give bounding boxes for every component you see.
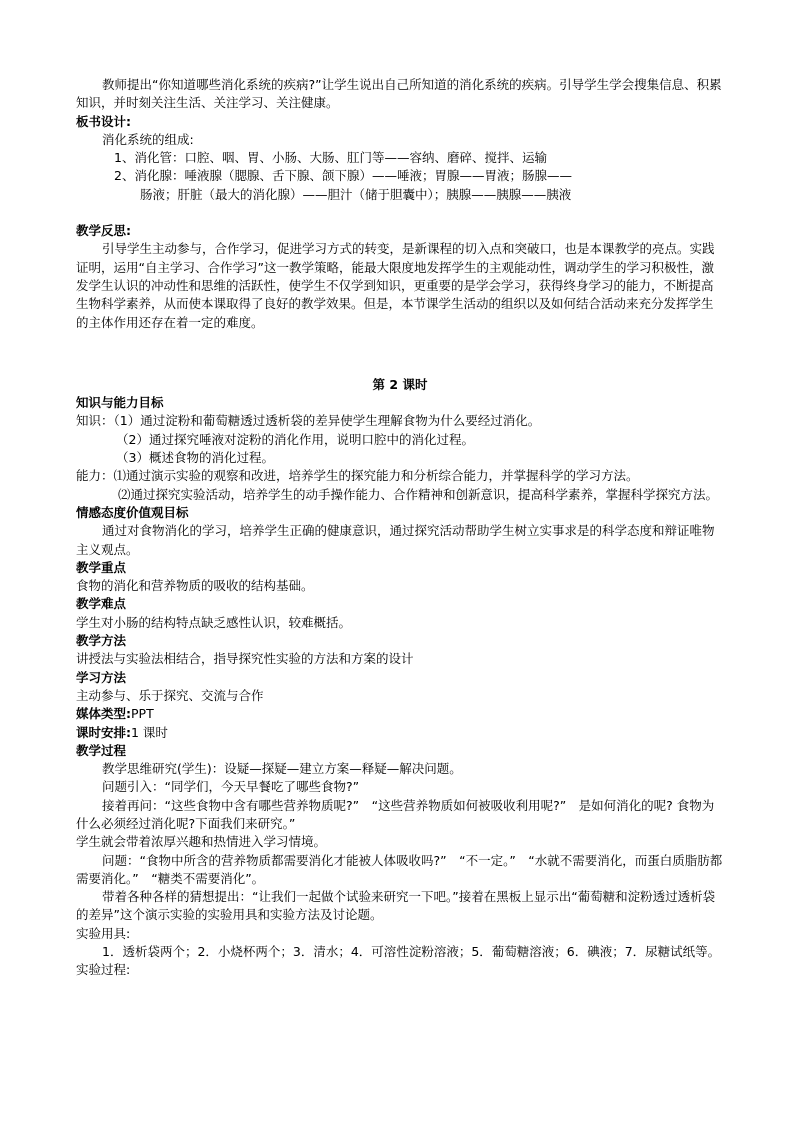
- process-line-5: 问题：“食物中所含的营养物质都需要消化才能被人体吸收吗?” “不一定。” “水就不需要消化，而蛋白质脂肪都需要消化。” “糖类不需要消化”。: [76, 852, 723, 886]
- teaching-method-text: 讲授法与实验法相结合，指导探究性实验的方法和方案的设计: [76, 651, 414, 667]
- ability-goal-1: 能力：⑴通过演示实验的观察和改进，培养学生的探究能力和分析综合能力，并掌握科学的学习方法。: [76, 468, 639, 484]
- process-heading: 教学过程: [76, 742, 127, 758]
- schedule-label: 课时安排:: [76, 724, 131, 740]
- document-page: [76, 76, 724, 980]
- emotion-heading: 情感态度价值观目标: [76, 504, 189, 520]
- media-line: [76, 705, 724, 723]
- difficulty-heading: 教学难点: [76, 596, 127, 612]
- lesson-title: 第 2 课时: [372, 376, 428, 392]
- study-method-text: 主动参与、乐于探究、交流与合作: [76, 687, 264, 703]
- process-line-2: 问题引入：“同学们，今天早餐吃了哪些食物?”: [102, 779, 360, 795]
- knowledge-goal-3: （3）概述食物的消化过程。: [116, 450, 274, 466]
- knowledge-goal-2: （2）通过探究唾液对淀粉的消化作用，说明口腔中的消化过程。: [116, 431, 474, 447]
- ability-goal-2: ⑵通过探究实验活动，培养学生的动手操作能力、合作精神和创新意识，提高科学素养，掌握科学探究方法。: [118, 486, 719, 502]
- process-line-3: 接着再问：“这些食物中含有哪些营养物质呢?” “这些营养物质如何被吸收利用呢?” 是如何消化的呢? 食物为什么必须经过消化呢?下面我们来研究。”: [76, 797, 715, 831]
- key-points-text: 食物的消化和营养物质的吸收的结构基础。: [76, 578, 314, 594]
- board-item-digestive-glands-cont: 肠液；肝脏（最大的消化腺）——胆汁（储于胆囊中）；胰腺——胰腺——胰液: [140, 186, 572, 202]
- reflection-heading: 教学反思:: [76, 223, 131, 239]
- board-item-digestive-tract: 1、消化管：口腔、咽、胃、小肠、大肠、肛门等——容纳、磨碎、搅拌、运输: [114, 150, 547, 166]
- board-item-digestive-glands: 2、消化腺：唾液腺（腮腺、舌下腺、颌下腺）——唾液；胃腺——胃液；肠腺——: [114, 168, 572, 184]
- key-points-heading: 教学重点: [76, 559, 127, 575]
- knowledge-goal-1: 知识：（1）通过淀粉和葡萄糖透过透析袋的差异使学生理解食物为什么要经过消化。: [76, 413, 541, 429]
- process-line-4: 学生就会带着浓厚兴趣和热情进入学习情境。: [76, 834, 327, 850]
- process-line-6: 带着各种各样的猜想提出：“让我们一起做个试验来研究一下吧。”接着在黑板上显示出“葡萄糖和淀粉透过透析袋的差异”这个演示实验的实验用具和实验方法及讨论题。: [76, 889, 716, 923]
- process-line-1: 教学思维研究(学生)：设疑—探疑—建立方案—释疑—解决问题。: [102, 761, 462, 777]
- steps-label: 实验过程:: [76, 962, 131, 978]
- schedule-value: 1 课时: [131, 724, 168, 740]
- goals-heading: 知识与能力目标: [76, 395, 164, 411]
- board-design-heading: 板书设计:: [76, 113, 131, 129]
- reflection-text: 引导学生主动参与，合作学习，促进学习方式的转变，是新课程的切入点和突破口，也是本课教学的亮点。实践证明，运用“自主学习、合作学习”这一教学策略，能最大限度地发挥学生的主观能动性，调动学生的学习积极性，激发学生认识的冲动性和思维的活跃性，使学生不仅学到知识，更重要的是学会学习，获得终身学习的能力，不断提高生物科学素养，从而使本课取得了良好的教学效果。但是，本节课学生活动的组织以及如何结合活动来充分发挥学生的主体作用还存在着一定的难度。: [76, 241, 715, 330]
- tools-text: 1．透析袋两个；2．小烧杯两个；3．清水；4．可溶性淀粉溶液；5．葡萄糖溶液；6．碘液；7．尿糖试纸等。: [102, 944, 721, 960]
- emotion-text: 通过对食物消化的学习，培养学生正确的健康意识，通过探究活动帮助学生树立实事求是的科学态度和辩证唯物主义观点。: [76, 523, 715, 557]
- tools-label: 实验用具:: [76, 925, 131, 941]
- difficulty-text: 学生对小肠的结构特点缺乏感性认识，较难概括。: [76, 614, 352, 630]
- teaching-method-heading: 教学方法: [76, 633, 127, 649]
- media-value: PPT: [131, 706, 154, 722]
- study-method-heading: 学习方法: [76, 669, 127, 685]
- media-label: 媒体类型:: [76, 706, 131, 722]
- schedule-line: [76, 724, 724, 742]
- intro-paragraph: 教师提出“你知道哪些消化系统的疾病?”让学生说出自己所知道的消化系统的疾病。引导学生学会搜集信息、积累知识，并时刻关注生活、关注学习、关注健康。: [76, 77, 722, 111]
- board-intro: 消化系统的组成:: [102, 131, 194, 147]
